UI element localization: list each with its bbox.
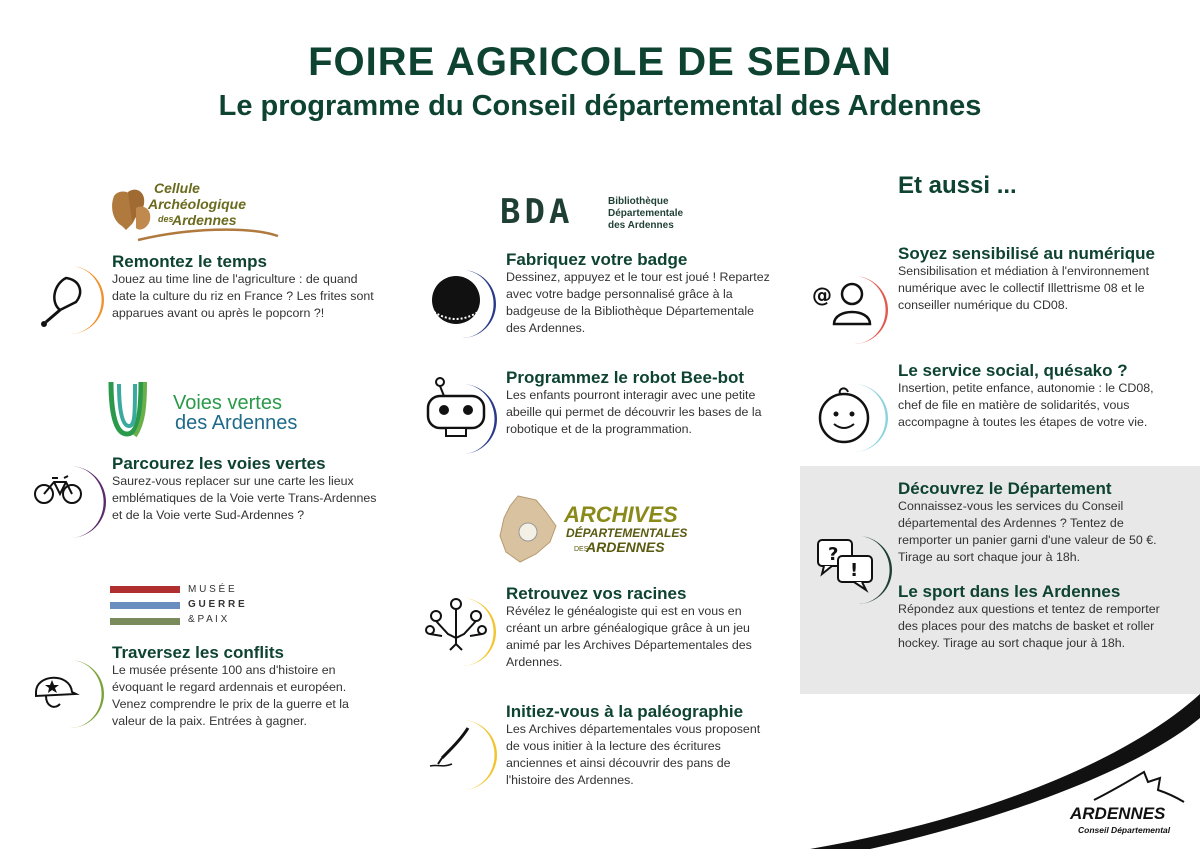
cellule-line1: Cellule <box>154 180 200 196</box>
aussi-title-departement: Découvrez le Département <box>898 479 1112 498</box>
activity-text-racines: Révélez le généalogiste qui est en vous en créant un arbre généalogique grâce à un jeu animé par les Archives Départementales des Ardennes. <box>506 604 752 669</box>
archives-line2: DÉPARTEMENTALES <box>566 526 688 540</box>
activity-text-badge: Dessinez, appuyez et le tour est joué ! Repartez avec votre badge personnalisé grâce à la badgeuse de la Bibliothèque Départementale des Ardennes. <box>506 270 770 335</box>
archives-logo <box>496 492 696 568</box>
activity-title-remontez: Remontez le temps <box>112 252 267 271</box>
activity-text-voies: Saurez-vous replacer sur une carte les lieux emblématiques de la Voie verte Trans-Ardennes et de la Voie verte Sud-Ardennes ? <box>112 474 377 522</box>
activity-title-badge: Fabriquez votre badge <box>506 250 688 269</box>
musee-line3: & P A I X <box>188 614 228 625</box>
aussi-title-numerique: Soyez sensibilisé au numérique <box>898 244 1155 263</box>
bda-acronym: BDA <box>500 192 574 232</box>
cellule-archeologique-logo <box>108 178 288 244</box>
archives-line4: ARDENNES <box>586 539 665 555</box>
bda-line3: des Ardennes <box>608 220 674 231</box>
archives-line3: DES <box>574 546 589 553</box>
cellule-line3: des <box>158 214 174 224</box>
activity-text-remontez: Jouez au time line de l'agriculture : de quand date la culture du riz en France ? Les frites sont apparues avant ou après le popcorn ?! <box>112 272 374 320</box>
aussi-text-social: Insertion, petite enfance, autonomie : le CD08, chef de file en matière de solidarités, vous accompagne à toutes les étapes de votre vie. <box>898 381 1154 429</box>
activity-text-paleographie: Les Archives départementales vous proposent de vous initier à la lecture des écritures anciennes et ainsi découvrir des pans de l'histoire des Ardennes. <box>506 722 761 787</box>
ardennes-sub: Conseil Départemental <box>1078 825 1171 835</box>
et-aussi-heading: Et aussi ... <box>898 172 1017 199</box>
archives-line1: ARCHIVES <box>564 502 678 527</box>
aussi-title-social: Le service social, quésako ? <box>898 361 1128 380</box>
svg-text:@: @ <box>812 283 832 307</box>
baby-face-icon <box>814 380 892 461</box>
bda-line1: Bibliothèque <box>608 196 669 207</box>
cellule-line2: Archéologique <box>148 196 247 212</box>
musee-line1: M U S É E <box>188 584 235 595</box>
at-person-icon <box>810 272 892 353</box>
voies-line2: des Ardennes <box>175 412 298 434</box>
musee-line2: G U E R R E <box>188 599 245 610</box>
activity-title-racines: Retrouvez vos racines <box>506 584 687 603</box>
aussi-text-departement: Connaissez-vous les services du Conseil départemental des Ardennes ? Tentez de remporter un panier garni d'une valeur de 50 €. Tirage au sort chaque jour à 18h. <box>898 499 1157 564</box>
aussi-title-sport: Le sport dans les Ardennes <box>898 582 1121 601</box>
svg-text:!: ! <box>850 560 859 581</box>
trowel-icon <box>30 262 106 343</box>
page-title: FOIRE AGRICOLE DE SEDAN <box>308 40 892 84</box>
family-tree-icon <box>422 594 498 675</box>
ardennes-logo <box>1064 770 1194 844</box>
activity-text-beebot: Les enfants pourront interagir avec une petite abeille qui permet de découvrir les bases de la robotique et de la programmation. <box>506 388 762 436</box>
bda-logo <box>500 194 720 234</box>
helmet-icon <box>30 656 106 737</box>
badge-icon <box>422 266 498 347</box>
voies-line1: Voies vertes <box>173 392 282 414</box>
svg-text:?: ? <box>828 544 839 565</box>
page-subtitle: Le programme du Conseil départemental des Ardennes <box>218 90 982 122</box>
activity-title-paleographie: Initiez-vous à la paléographie <box>506 702 744 721</box>
musee-guerre-paix-logo <box>110 586 290 626</box>
bda-line2: Départementale <box>608 208 684 219</box>
cellule-line4: Ardennes <box>172 212 237 228</box>
robot-icon <box>422 374 498 463</box>
speech-bubbles-icon <box>814 532 896 613</box>
bicycle-icon <box>30 460 106 545</box>
aussi-text-sport: Répondez aux questions et tentez de remporter des places pour des matchs de basket et roller hockey. Tirage au sort chaque jour à 18h. <box>898 602 1160 650</box>
activity-text-conflits: Le musée présente 100 ans d'histoire en évoquant le regard ardennais et européen. Venez comprendre le prix de la guerre et la valeur de la paix. Entrées à gagner. <box>112 663 349 728</box>
activity-title-voies: Parcourez les voies vertes <box>112 454 326 473</box>
ardennes-name: ARDENNES <box>1070 804 1166 823</box>
voies-vertes-logo <box>105 378 325 440</box>
aussi-text-numerique: Sensibilisation et médiation à l'environnement numérique avec le collectif Illettrisme 08 et le conseiller numérique du CD08. <box>898 264 1150 312</box>
activity-title-beebot: Programmez le robot Bee-bot <box>506 368 745 387</box>
quill-pen-icon <box>422 714 498 799</box>
activity-title-conflits: Traversez les conflits <box>112 643 284 662</box>
